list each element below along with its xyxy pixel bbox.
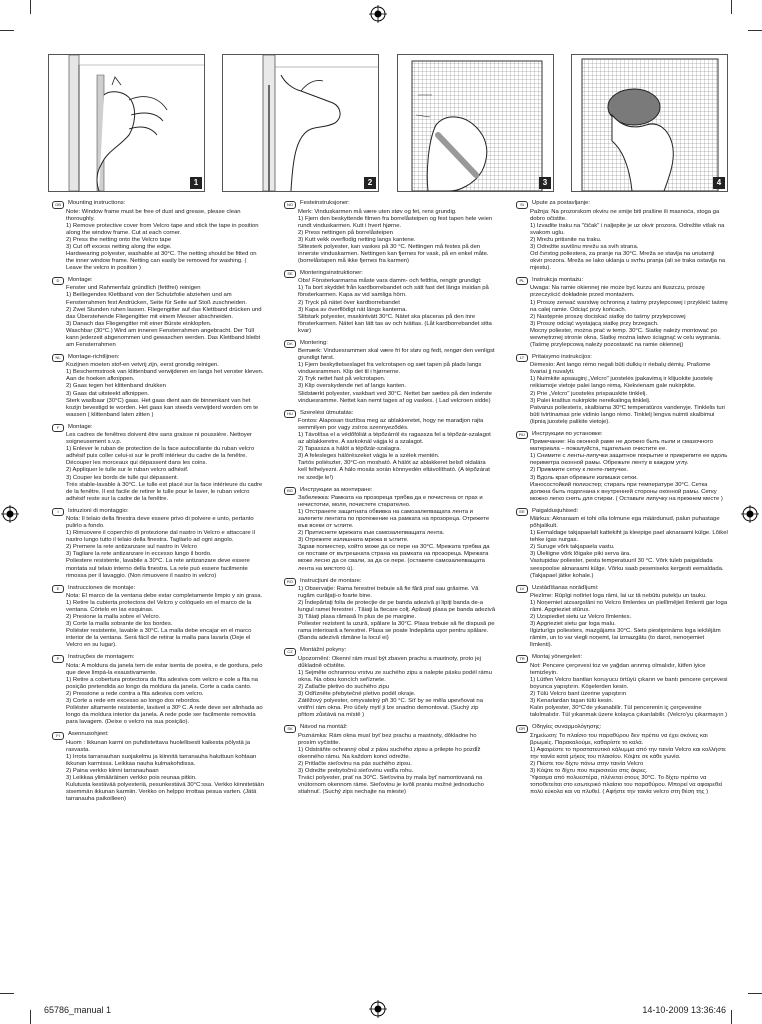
instruction-line: Tartós poliészter, 30°C-on mosható. A hálót az ablakkeret belső oldalára kell felhelyezni. A hálo mosás során könnyedén eltávolítható. (A tépőzárat ne szedje le!) bbox=[298, 460, 490, 481]
instruction-section-f bbox=[52, 424, 264, 503]
language-code-badge: FI bbox=[52, 732, 64, 740]
section-title: Montaj yönergeleri: bbox=[532, 654, 583, 661]
instruction-line: 3) Couper les bords de tulle qui dépassent. bbox=[66, 474, 179, 481]
instruction-line: Poliestere resistente, lavabile a 30°C. La rete antizanzare deve essere montata sul telaio interno della finestra. La rete può essere facilmente rimossa per il lavaggio. (Non rimuovere il nastro in velcro) bbox=[66, 558, 250, 579]
instruction-line: Huom : Ikkunan karmi on puhdistettava huolellisesti kaikesta pölystä ja rasvasta. bbox=[66, 739, 251, 753]
instruction-line: 2) Tülü Velcro bant üzerine yapıştırın bbox=[530, 691, 627, 698]
section-body bbox=[52, 209, 264, 272]
language-code-badge: SE bbox=[284, 270, 296, 278]
registration-mark-top bbox=[369, 5, 387, 23]
instruction-line: 2) Następnie proszę dociskać siatkę do taśmy przylepcowej bbox=[530, 313, 686, 320]
step-number-3: 3 bbox=[539, 177, 551, 189]
instruction-line: 3) Tăiaţi plasa rămasă în plus de pe margine. bbox=[298, 614, 417, 621]
trim-mark bbox=[748, 30, 762, 31]
section-header bbox=[516, 354, 728, 363]
instruction-line: 1) Retire la cubierta protectora del Velcro y colóquelo en el marco de la ventana. Córtelo en las esquinas. bbox=[66, 600, 252, 614]
section-title: Asennusohjeet: bbox=[68, 731, 109, 738]
step-number-2: 2 bbox=[364, 177, 376, 189]
column-3 bbox=[516, 200, 728, 801]
section-body bbox=[516, 209, 728, 272]
section-header bbox=[516, 200, 728, 209]
section-header bbox=[516, 585, 728, 594]
section-header bbox=[52, 200, 264, 209]
instruction-line: 3) Вдоль края обрежьте излишки сетки. bbox=[530, 474, 638, 481]
section-body bbox=[516, 285, 728, 348]
instruction-line: 3) Odrežte prebytočnú sieťovinu vedľa rohu. bbox=[298, 768, 414, 775]
instruction-line: Ύφασμα από πολυεστέρα, πλένεται στους 30°C. Το δίχτυ πρέπει να τοποθετείται στο εσωτερικό πλαίσιο του παραθύρου. Μπορεί να αφαιρεθεί πολύ εύκολα και να πλυθεί. ( Αφήστε την ταινία velcro στη θέση της ) bbox=[530, 775, 723, 796]
instruction-line: Kozijnen moeten stof-en vetvrij zijn, eerst grondig reinigen. bbox=[66, 362, 219, 369]
instruction-line: 1) Lütfen Velcro bantları koruyucu örtüyü çıkarın ve bantı pencere çerçevesi boyunca yapıştırın. Köşelerden kesin. bbox=[530, 677, 728, 691]
section-title: Montážní pokyny: bbox=[300, 647, 347, 654]
instruction-line: Sterk waslbaar (30°C) gaas. Het gaas dient aan de binnenkant van het kozijn bevestigd te worden. Het gaas kan steeds verwijderd worden om te wassen ( klittenband laten zitten ) bbox=[66, 397, 259, 418]
section-body bbox=[52, 663, 264, 726]
section-header bbox=[52, 585, 264, 594]
language-code-badge: BG bbox=[284, 487, 296, 495]
section-title: Инструкции за монтиране: bbox=[300, 486, 373, 493]
section-body bbox=[284, 656, 496, 719]
section-title: Montage-richtlijnen: bbox=[68, 353, 120, 360]
section-title: Monteringsinstruktioner: bbox=[300, 269, 363, 276]
section-header bbox=[52, 731, 264, 740]
instruction-line: Poliester rezistent la uzură, spălare la 30°C. Plasa trebuie să fie dispusă pe rama interioară a ferestrei. Plasa se poate îndepărta uşor pentru spălare. (Banda adezivă rămâne la locul ei) bbox=[298, 621, 495, 642]
instruction-line: 2) Appliquer le tulle sur le ruban velcro adhésif. bbox=[66, 467, 189, 474]
instruction-line: Kalın polyester, 30°C'de yıkanabilir. Tül pencerenin iç çerçevesine takılmalıdır. Tül yıkanmak üzere kolayca çıkarılabilir. (Velcro'yu çıkarmayın ) bbox=[530, 705, 728, 719]
section-header bbox=[516, 431, 728, 440]
section-header bbox=[284, 200, 496, 209]
section-header bbox=[284, 724, 496, 733]
instruction-line: 3) A felesleges hálórészeket vágja le a szélek mentén. bbox=[298, 453, 440, 460]
instruction-line: 2) Press nettingen på borrelåsteipen bbox=[298, 229, 393, 236]
registration-mark-left bbox=[1, 505, 19, 523]
instruction-line: Σημείωση: Το πλαίσιο του παραθύρου δεν πρέπει να έχει σκόνες και βρωμιές. Παρακαλούμε, καθαρίστε το καλά. bbox=[530, 732, 708, 746]
section-title: Návod na montáž: bbox=[300, 724, 348, 731]
instruction-line: Fontos: Alaposan tisztítsa meg az ablakkeretet, hogy ne maradjon rajta semmilyen por vagy zsíros szennyeződés. bbox=[298, 418, 484, 432]
instruction-line: 2) Pritlačte sieťovinu na pás suchého zipsu. bbox=[298, 761, 412, 768]
instruction-line: 2) Suruge võrk takjapaela vastu. bbox=[530, 544, 615, 551]
section-header bbox=[52, 354, 264, 363]
instruction-section-p bbox=[52, 654, 264, 726]
instruction-line: Slitstark polyester, maskintvätt 30°C. Nätet ska placeras på den inre fönsterkarmen. Nätet kan lätt tas av och tvättas. (Låt kardborrebandet sitta kvar) bbox=[298, 313, 492, 334]
language-code-badge: TR bbox=[516, 655, 528, 663]
trim-mark bbox=[731, 0, 732, 14]
section-title: Instrucţiuni de montare: bbox=[300, 577, 362, 584]
instruction-line: 1) Távolítsa el a védőfóliát a tépőzárról és ragassza fel a tépőzár-szalagot az ablakkeretre. A sarkoknál vágja ki a szalagot. bbox=[298, 432, 491, 446]
instruction-line: Patvarus poliesteris, skalbiama 30°C temperatūros vandenyje. Tinklelis turi būti tvirtinamas prie vidinio lango rėmo. Tinklelį lengva nuimti skalbimui (lipnią juostelę palikite vietoje). bbox=[530, 404, 725, 425]
instruction-line: 1) Irrota tarranauhan suojakelmu ja kiinnitä tarranauha haluttuun kohtaan ikkunan karmissa. Leikkaa nauha kulmakohdissa. bbox=[66, 754, 257, 768]
trim-mark bbox=[748, 993, 762, 994]
instruction-line: Bemærk: Vinduesrammen skal være fri for støv og fedt, rengør den venligst grundigt først. bbox=[298, 348, 495, 362]
instruction-line: 3) Отрежете излишната мрежа в ъглите. bbox=[298, 537, 409, 544]
section-title: Инструкции по установке: bbox=[532, 430, 603, 437]
instruction-line: 3) Corte la malla sobrante de los bordes. bbox=[66, 621, 173, 628]
instruction-line: 3) Tagliare la rete antizanzare in eccesso lungo il bordo. bbox=[66, 551, 212, 558]
instruction-line: 2) Tapassza a hálót a tépőzár-szalagra. bbox=[298, 446, 402, 453]
language-code-badge: RO bbox=[284, 578, 296, 586]
instruction-line: Nota: Il telaio della finestra deve essere privo di polvere e unto, pertanto pulirlo a fondo. bbox=[66, 516, 254, 530]
instruction-line: Nota: El marco de la ventana debe estar completamente limpio y sin grasa. bbox=[66, 593, 263, 600]
section-body bbox=[52, 432, 264, 502]
instruction-section-nl bbox=[52, 354, 264, 419]
section-body bbox=[284, 418, 496, 481]
section-title: Montage: bbox=[68, 423, 93, 430]
instruction-section-e bbox=[52, 585, 264, 650]
language-code-badge: LT bbox=[516, 354, 528, 362]
instruction-line: 2) Uzspiediet sietu uz Velcro līmlentes. bbox=[530, 614, 632, 621]
section-header bbox=[52, 277, 264, 286]
instruction-line: Uwaga: Na ramie okiennej nie może być kurzu ani tłuszczu, proszę przeczyścić dokładnie przed montażem. bbox=[530, 285, 705, 299]
language-code-badge: NL bbox=[52, 354, 64, 362]
registration-mark-bottom bbox=[369, 1000, 387, 1018]
section-header bbox=[52, 424, 264, 433]
section-body bbox=[52, 593, 264, 649]
section-header bbox=[516, 654, 728, 663]
language-code-badge: PL bbox=[516, 277, 528, 285]
instruction-line: 2) Presione la malla sobre el Velcro. bbox=[66, 614, 161, 621]
section-title: Instrucciones de montaje: bbox=[68, 584, 136, 591]
instruction-line: Obs! Fönsterkarmarna måste vara damm- och fettfria, rengör grundigt: bbox=[298, 278, 482, 285]
instruction-line: Mocny poliester, można prać w temp. 30°C. Siatkę należy montować po wewnętrznej stronie okna. Siatkę można łatwo ściągnąć w celu wyprania. (Taśmę przylepcową należy pozostawić na ramie okiennej) bbox=[530, 327, 721, 348]
step-number-4: 4 bbox=[713, 177, 725, 189]
instruction-section-cz bbox=[284, 647, 496, 719]
section-body bbox=[516, 733, 728, 796]
instruction-line: 3) Üleliigne võrk lõigake piki serva ära. bbox=[530, 551, 631, 558]
instruction-line: 3) Palei kraštus nukirpkite nereikalingą tinklelį. bbox=[530, 397, 651, 404]
instruction-line: Ilgizturīgs poliesters, mazgājams 30°C. Siets piestiprināms loga iekšējām rāmim, un to var viegli noņemt, lai izmazgātu (to darot, nenoņemiet līmlenti). bbox=[530, 628, 721, 649]
instruction-line: 3) Corte a rede em excesso ao longo dos rebordos. bbox=[66, 698, 201, 705]
trim-mark bbox=[30, 1010, 31, 1024]
instruction-line: 2) Притиснете мрежата към самозалепващата лента. bbox=[298, 530, 445, 537]
instruction-line: 2) Zatlačte pletivo do suchého zipu bbox=[298, 684, 390, 691]
instruction-line: Piezīme: Rūpīgi notīriet loga rāmi, lai uz tā nebūtu putekļu un tauku. bbox=[530, 593, 707, 600]
instruction-line: 1) Αφαιρέστε το προστατευτικό κάλυμμα από την ταινία Velcro και κολλήστε την ταινία κατά μήκος του πλαισίου. Κόψτε σε κάθε γωνία. bbox=[530, 746, 726, 760]
instruction-line: Merk: Vinduskarmen må være uten støv og fet, rens grundig. bbox=[298, 208, 457, 215]
instruction-section-pl bbox=[516, 277, 728, 349]
trim-mark bbox=[0, 30, 14, 31]
language-code-badge: F bbox=[52, 424, 64, 432]
instruction-line: Poliéster altamente resistente, lavável a 30º C. A rede deve ser alinhada ao longo da moldura interior da janela. A rede pode ser facilmente removida para lavagem. (Deixe o velcro na sua posição). bbox=[66, 705, 263, 726]
language-code-badge: DK bbox=[284, 340, 296, 348]
instruction-section-ee bbox=[516, 508, 728, 580]
footer-file-name: 65786_manual 1 bbox=[44, 1005, 112, 1015]
column-2 bbox=[284, 200, 496, 801]
section-body bbox=[516, 516, 728, 579]
instruction-section-tr bbox=[516, 654, 728, 719]
instruction-line: 1) Noņemiet aizsargslāni no Velcro līmlentes un piellīmējiet līmlenti gar loga rāmi. Apgrieziet stūrus. bbox=[530, 600, 728, 614]
language-code-badge: RU bbox=[516, 431, 528, 439]
registration-mark-right bbox=[741, 505, 759, 523]
language-code-badge: E bbox=[52, 585, 64, 593]
instruction-line: Waschbar (30°C.) Wird am inneren Fensterrahmen angebracht. Der Tüll kann jederzeit abgenommen und gewaschen werden. Das Klettband bleibt am Fensterrahmen bbox=[66, 327, 261, 348]
instruction-line: Slitesterk polyester, kan vaskes på 30 °C. Nettingen må festes på den innerste vinduskarmen. Nettingen kan fjernes for vask, på en enkel måte. (borrelåstapen må ikke fjernes fra karmen) bbox=[298, 243, 489, 264]
language-code-badge: SK bbox=[284, 725, 296, 733]
instruction-line: 3) Κόψτε το δίχτυ που περισσεύει στις άκρες. bbox=[530, 768, 648, 775]
section-title: Festeinstruksjoner: bbox=[300, 200, 350, 206]
instruction-line: 1) Eemaldage takjapaelalt kattekiht ja kleepige pael aknaraami külge. Lõikel tehke igas nurgas. bbox=[530, 530, 728, 544]
instruction-line: 2) Gaas tegen het klittenband drukken bbox=[66, 383, 166, 390]
instruction-line: 3) Kenarlardan taşan tülü kesin. bbox=[530, 698, 614, 705]
instruction-line: 3) Kapa av överflödigt nät längs kanterna. bbox=[298, 306, 408, 313]
language-code-badge: GB bbox=[52, 201, 64, 209]
language-code-badge: SI bbox=[516, 201, 528, 209]
section-title: Upute za postavljanje: bbox=[532, 200, 590, 206]
section-body bbox=[284, 209, 496, 265]
illustration-step-2 bbox=[222, 54, 379, 192]
instruction-section-d bbox=[52, 277, 264, 349]
instruction-line: 2) Прижмите сетку к ленте-липучке. bbox=[530, 467, 628, 474]
instruction-line: Hardwearing polyester, washable at 30°C. The netting should be fitted on the inner window frame. Netting can easily be removed for washing. ( Leave the velcro in position ) bbox=[66, 250, 257, 271]
instruction-line: Забележка: Рамката на прозореца трябва да е почистена от прах и нечистотии, моля, почистете старателно. bbox=[298, 495, 483, 509]
instruction-section-gb bbox=[52, 200, 264, 272]
instruction-line: 2) Zwei Stunden ruhen lassen. Fliegengitter auf das Klettband drücken und das Überstehende Fliegengitter mit einem Messer abschneiden. bbox=[66, 306, 262, 320]
step-number-1: 1 bbox=[190, 177, 202, 189]
instruction-line: 2) Prie „Velcro" juostelės prispauskite tinklelį. bbox=[530, 390, 648, 397]
trim-mark bbox=[731, 1010, 732, 1024]
section-title: Οδηγίες συναρμολόγησης: bbox=[532, 724, 602, 731]
section-title: Instruções de montagem: bbox=[68, 654, 135, 661]
instruction-line: 3) Odrežite suvišnu mrežu sa svih strana. bbox=[530, 243, 639, 250]
instruction-line: 2) Πιέστε τον δίχτυ πάνω στην ταινία Velcro bbox=[530, 761, 644, 768]
instruction-line: 1) Rimuovere il coperchio di protezione dal nastro in Velcro e attaccare il nastro lungo tutto il telaio della finestra. Tagliarlo ad ogni angolo. bbox=[66, 530, 255, 544]
section-header bbox=[284, 487, 496, 496]
column-1 bbox=[52, 200, 264, 808]
instruction-section-ro bbox=[284, 578, 496, 643]
instruction-section-gr bbox=[516, 724, 728, 796]
instruction-line: 1) Odstráňte ochranný obal z pásu suchého zipsu a prilepte ho pozdĺž okenného rámu. Na každom konci odrežte. bbox=[298, 746, 481, 760]
instruction-line: Très stable-lavable à 30°C. Le tulle est placé sur la face intérieure du cadre de la fenêtre. Il est facile de retirer le tulle pour le laver, le ruban velcro adhésif reste sur la cadre de la fenêtre. bbox=[66, 481, 263, 502]
section-title: Szerelési útmutatás: bbox=[300, 409, 354, 416]
language-code-badge: EE bbox=[516, 508, 528, 516]
instruction-line: Zátěžový polyester, omyvatelný při 30 °C. Síť by se měla upevňovat na vnitřní rám okna. Pro účely mytí ji lze snadno demontovat. (Suchý zip přitom zůstává na místě ) bbox=[298, 698, 483, 719]
instruction-line: 2) Paina verkko kiinni tarranauhaan bbox=[66, 768, 159, 775]
trim-mark bbox=[0, 993, 14, 994]
instruction-line: Les cadres de fenêtres doivent être sans graisse ni poussière. Nettoyer soigneusement s.v.p. bbox=[66, 432, 252, 446]
instruction-line: 3) Kutt vekk overflodig netting langs kantene. bbox=[298, 236, 416, 243]
instruction-line: 1) Observaţie: Rama ferestrei trebuie să fie fără praf sau grăsime. Vă rugăm curăţaţi-o foarte bine. bbox=[298, 586, 479, 600]
instruction-line: 1) Enlever le ruban de protection de la face autocollante du ruban velcro adhésif puis coller celui-si sur le profil intérieur du cadre de la fenêtre. Découper les morceaux qui dépassent dans les coins. bbox=[66, 446, 255, 467]
instruction-line: 1) Retire a cobertura protectora da fita adesiva com velcro e cole a fita na posição pretendida ao longo da moldura da janela. Corte a cada canto. bbox=[66, 677, 258, 691]
instruction-line: Märkus: Aknaraam ei tohi olla tolmune ega määrdunud, palun puhastage põhjalikult. bbox=[530, 516, 720, 530]
instruction-line: 2) Press the netting onto the Velcro tape bbox=[66, 236, 172, 243]
instruction-line: Kulutusta kestävää polyesteriä, pesunkestävä 30°C:ssa. Verkko kiinnitetään sisemmän ikkunan karmiin. Verkko on helppo irrottaa pesua varten. (Jätä tarranauha paikoilleen) bbox=[66, 782, 264, 803]
instruction-line: 3) Cut off excess netting along the edge. bbox=[66, 243, 172, 250]
instruction-line: Od čvrstog poliestera, za pranje na 30°C. Mreža se stavlja na unutarnji okvir prozora. Mreža se lako uklanja u svrhu pranja (ali se traka ostavlja na mjestu). bbox=[530, 250, 726, 271]
instruction-line: 1) Izvadite traku na "čičak" i naljepite je uz okvir prozora. Odrežite višak na svakom uglu. bbox=[530, 222, 725, 236]
instruction-line: 2) Tryck på nätet över kardborrebandet bbox=[298, 299, 400, 306]
section-body bbox=[516, 362, 728, 425]
instruction-line: Note: Window frame must be free of dust and grease, please clean thoroughly. bbox=[66, 208, 241, 222]
section-header bbox=[284, 578, 496, 587]
instruction-line: 1) Beiliegendes Klettband von der Schutzfolie abziehen und am Fensterrahmen fest Andrücken, Seite für Seite auf Stoß zuschneiden. bbox=[66, 292, 248, 306]
trim-mark bbox=[30, 0, 31, 14]
section-body bbox=[516, 663, 728, 719]
language-code-badge: I bbox=[52, 508, 64, 516]
instruction-line: Poliéster resistente, lavable a 30°C. La malla debe encajar en el marco interior de la ventana. Será fácil de retirar la malla para lavarla (Deje el Velcro en su lugar). bbox=[66, 628, 252, 649]
instruction-line: Dėmesio: Ant lango rėmo negali būti dulkių ir riebalų dėmių. Prašome švariai jį nuvalyti. bbox=[530, 362, 711, 376]
illustration-step-3 bbox=[397, 54, 554, 192]
instruction-line: 2) Pressione a rede contra a fita adesiva com velcro. bbox=[66, 691, 204, 698]
instruction-line: 1) Sejměte ochrannou vrstvu ze suchého zipu a nalepte pásku podél rámu okna. Na obou koncích seříznete. bbox=[298, 670, 492, 684]
instruction-line: 1) Снимите с ленты-липучки защитное покрытие и прикрепите ее вдоль периметра оконной рамы. Обрежьте ленту в каждом углу. bbox=[530, 453, 728, 467]
language-code-badge: P bbox=[52, 655, 64, 663]
instruction-line: 2) Tryk nettet fast på velcrotapen. bbox=[298, 376, 386, 383]
instruction-line: 3) Proszę odciąć wystającą siatkę przy brzegach. bbox=[530, 320, 659, 327]
instruction-line: 3) Odřízněte přebytečné pletivo podél okraje. bbox=[298, 691, 416, 698]
instruction-line: Pažnja: Na prozorskom okviru ne smije biti prašine ili masnoća, stoga ga dobro očistite. bbox=[530, 208, 720, 222]
instruction-section-sk bbox=[284, 724, 496, 796]
section-body bbox=[284, 495, 496, 573]
section-header bbox=[284, 410, 496, 419]
section-body bbox=[516, 439, 728, 502]
illustration-step-1 bbox=[48, 54, 205, 192]
instruction-line: Износостойкий полиэстер; стирать при температуре 30°C. Сетка должна быть подогнана к внутренней стороны оконной рамы. Сетку можно легко снять для стирки. ( Оставьте липучку на прежнем месте ) bbox=[530, 481, 723, 502]
section-title: Mounting instructions: bbox=[68, 200, 126, 206]
language-code-badge: CZ bbox=[284, 648, 296, 656]
section-header bbox=[516, 724, 728, 733]
instruction-section-lt bbox=[516, 354, 728, 426]
instruction-line: 2) Îndepărtaţi folia de protecţie de pe banda adezivă şi lipiţi banda de-a lungul ramei ferestrei . Tăiaţi la fiecare colţ. Apăsaţi plasa pe banda adezivă bbox=[298, 600, 496, 614]
section-body bbox=[284, 278, 496, 334]
illustration-step-4 bbox=[571, 54, 728, 192]
instruction-line: 3) Apgrieziet sietu gar loga malu. bbox=[530, 621, 616, 628]
instruction-line: Upozornění: Okenní rám musí být zbaven prachu a mastnoty, proto jej důkladně očistěte. bbox=[298, 655, 481, 669]
instruction-line: Trvácí polyester, prať na 30°C. Sieťovina by mala byť namontovaná na vnútornom okennom ráme. Sieťovinu je kvôli praniu možné jednoducho stiahnuť. (Suchý zips nechajte na mieste) bbox=[298, 775, 484, 796]
section-header bbox=[516, 277, 728, 286]
instruction-section-no bbox=[284, 200, 496, 265]
instruction-section-se bbox=[284, 270, 496, 335]
instruction-section-lv bbox=[516, 585, 728, 650]
instruction-line: 1) Ta bort skyddet från kardborrebandet och sätt fast det längs insidan på fönsterkarmen. Kapa av vid samliga hörn. bbox=[298, 285, 489, 299]
section-header bbox=[284, 340, 496, 349]
instruction-section-dk bbox=[284, 340, 496, 405]
instruction-line: 3) Klip overskydende net af langs kanten. bbox=[298, 383, 407, 390]
section-body bbox=[516, 593, 728, 649]
section-title: Uzstādīšanas norādījumi: bbox=[532, 584, 599, 591]
language-code-badge: NO bbox=[284, 201, 296, 209]
instruction-line: 1) Remove protective cover from Velcro tape and stick the tape in position along the window frame. Cut at each corner. bbox=[66, 222, 259, 236]
language-code-badge: HU bbox=[284, 410, 296, 418]
instruction-line: Здрав полиестер, който може да се пере на 30°C. Мрежата трябва да се постави от вътрешната страна на рамката на прозореца. Мрежата може лесно да се свали, за да се пере. (оставете самозалепващата лента на мястото ù). bbox=[298, 544, 490, 572]
instruction-section-i bbox=[52, 508, 264, 580]
instruction-line: Slidstærkt polyester, vaskbart ved 30°C. Nettet bør sættes på den inderste vinduesramme. Nettet kan nemt tages af og vaskes. ( Lad velcroen sidde) bbox=[298, 390, 492, 404]
section-title: Montering: bbox=[300, 339, 328, 346]
instruction-line: Vastupidav poliester, pesta temperatuuril 30 °C. Võrk tuleb paigaldada seespoolse aknaraami külge. Võrku saab peseniseks kergesti eemaldada. (Takjapael jätke kohale.) bbox=[530, 558, 724, 579]
instruction-line: 2) Mrežu pritisnite na traku. bbox=[530, 236, 602, 243]
instruction-line: 3) Gaas dat uitsteekt afknippen. bbox=[66, 390, 150, 397]
instruction-line: Fenster und Rahmenfalz gründlich (fettfrei) reinigen bbox=[66, 285, 201, 292]
section-header bbox=[52, 654, 264, 663]
instruction-line: Not: Pencere çerçevesi toz ve yağdan arınmış olmalıdır, lütfen iyice temizleyin. bbox=[530, 662, 706, 677]
instructions-area bbox=[52, 200, 728, 975]
section-header bbox=[284, 647, 496, 656]
instruction-line: 3) Danach das Fliegengitter mit einer Bürste einklopfen. bbox=[66, 320, 212, 327]
section-title: Montage: bbox=[68, 276, 93, 283]
section-title: Istruzioni di montaggio: bbox=[68, 507, 129, 514]
section-title: Pritaisymo instrukcijos: bbox=[532, 353, 592, 360]
instruction-section-hu bbox=[284, 410, 496, 482]
section-header bbox=[52, 508, 264, 517]
instruction-line: 1) Отстранете защитната обвивка на самозалепващата лента и залепете лентата по протежение на рамката на прозореца. Отрежете във всеки от ъглите. bbox=[298, 509, 490, 530]
section-body bbox=[52, 516, 264, 579]
section-body bbox=[52, 362, 264, 418]
instruction-line: Poznámka: Rám okna musí byť bez prachu a mastnoty, dôkladne ho prosím vyčistite. bbox=[298, 732, 477, 746]
language-code-badge: GR bbox=[516, 725, 528, 733]
instruction-section-fi bbox=[52, 731, 264, 803]
instruction-line: 1) Fjern beskyttelseslaget fra velcrotapen og sæt tapen på plads langs vinduesrammen. Klip det til i hjørnerne. bbox=[298, 362, 482, 376]
section-body bbox=[284, 348, 496, 404]
section-header bbox=[516, 508, 728, 517]
instruction-section-bg bbox=[284, 487, 496, 573]
instruction-section-si bbox=[516, 200, 728, 272]
instruction-line: 1) Nuimkite apsauginį „Velcro" juostelės įpakavimą ir klijuokite juostelę reikiamoje vietoje palei lango rėmą. Kiekvienam gale nukirpkite. bbox=[530, 376, 713, 390]
instruction-section-ru bbox=[516, 431, 728, 503]
section-body bbox=[284, 733, 496, 796]
instruction-line: 3) Leikkaa ylimääräinen verkko pois reunaa pitkin. bbox=[66, 775, 197, 782]
illustration-row bbox=[48, 54, 728, 192]
instruction-line: Примечание: На оконной раме не должно быть пыли и смазочного материала – пожалуйста, тщательно очистите ее. bbox=[530, 439, 713, 453]
section-body bbox=[52, 740, 264, 803]
instruction-line: 1) Beschermstrook van klittenband verwijderen en langs het venster kleven. Aan de hoeken afknippen. bbox=[66, 369, 264, 383]
instruction-line: Nota: A moldura da janela tem de estar isenta de poeira, e de gordura, pelo que deve limpá-la exaustivamente. bbox=[66, 662, 263, 677]
footer-timestamp: 14-10-2009 13:36:46 bbox=[642, 1005, 726, 1015]
language-code-badge: LV bbox=[516, 585, 528, 593]
section-title: Instrukcja montażu: bbox=[532, 276, 584, 283]
instruction-line: 2) Premere la rete antizanzare sul nastro in Velcro bbox=[66, 544, 197, 551]
section-body bbox=[52, 285, 264, 348]
section-title: Paigaldusjuhised: bbox=[532, 507, 579, 514]
instruction-line: 1) Fjern den beskyttende filmen fra borrelåsteipen og fest tapen hele veien rundt vinduskarmen. Kutt i hvert hjørne. bbox=[298, 215, 493, 229]
language-code-badge: D bbox=[52, 277, 64, 285]
section-body bbox=[284, 586, 496, 642]
instruction-line: 1) Proszę zerwać warstwę ochronną z taśmy przylepcowej i przykleić taśmę na całej ramie. Odciąć przy końcach. bbox=[530, 299, 728, 313]
